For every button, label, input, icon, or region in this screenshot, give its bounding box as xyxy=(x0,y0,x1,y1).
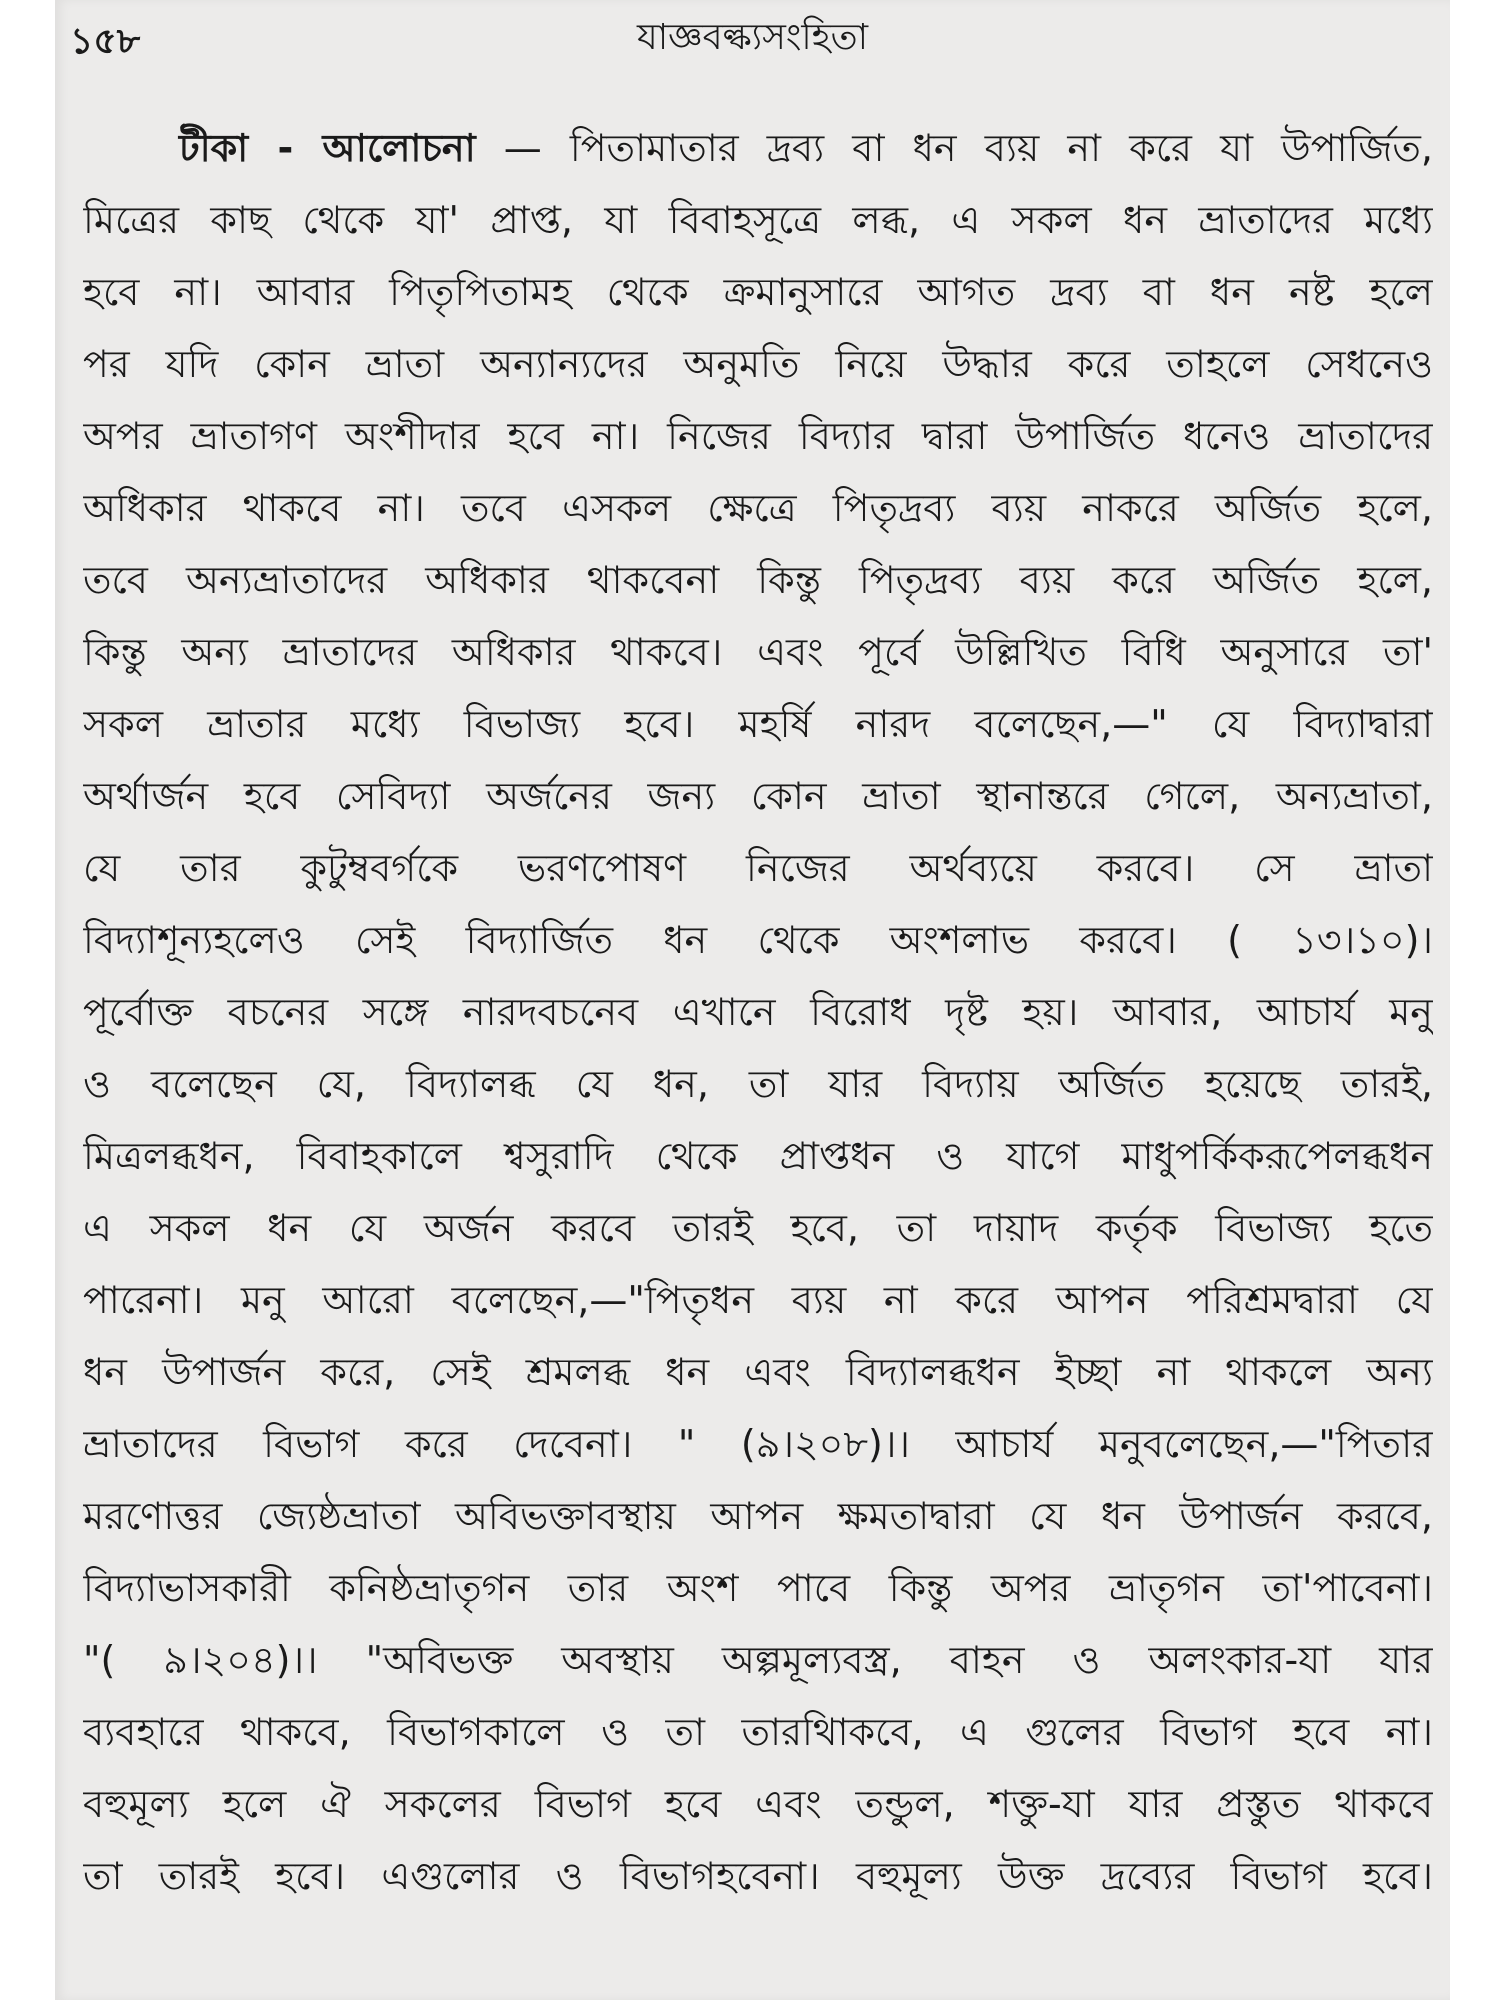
text-line: ব্যবহারে থাকবে, বিভাগকালে ও তা তারথিাকবে, এ গুলের বিভাগ হবে না। xyxy=(83,1710,1433,1754)
text-line: "( ৯।২০৪)।। "অবিভক্ত অবস্থায় অল্পমূল্যবস্ত্র, বাহন ও অলংকার-যা যার xyxy=(83,1638,1433,1682)
text-line: পূর্বোক্ত বচনের সঙ্গে নারদবচনেব এখানে বিরোধ দৃষ্ট হয়। আবার, আচার্য মনু xyxy=(83,990,1433,1034)
text-line: বিদ্যাশূন্যহলেও সেই বিদ্যার্জিত ধন থেকে অংশলাভ করবে। ( ১৩।১০)। xyxy=(83,918,1433,962)
text-line: বহুমূল্য হলে ঐ সকলের বিভাগ হবে এবং তন্ডুল, শক্তু-যা যার প্রস্তুত থাকবে xyxy=(83,1782,1433,1826)
page-number: ১৫৮ xyxy=(70,21,141,62)
running-title: যাজ্ঞবল্ক্যসংহিতা xyxy=(636,17,869,58)
text-line: ভ্রাতাদের বিভাগ করে দেবেনা। " (৯।২০৮)।। আচার্য মনুবলেছেন,—"পিতার xyxy=(83,1422,1433,1466)
book-page xyxy=(55,0,1450,2000)
text-line: অর্থার্জন হবে সেবিদ্যা অর্জনের জন্য কোন ভ্রাতা স্থানান্তরে গেলে, অন্যভ্রাতা, xyxy=(83,774,1433,818)
text-line: সকল ভ্রাতার মধ্যে বিভাজ্য হবে। মহর্ষি নারদ বলেছেন,—" যে বিদ্যাদ্বারা xyxy=(83,702,1433,746)
text-line: মরণোত্তর জ্যেষ্ঠভ্রাতা অবিভক্তাবস্থায় আপন ক্ষমতাদ্বারা যে ধন উপার্জন করবে, xyxy=(83,1494,1433,1538)
text-line-first-rest: — পিতামাতার দ্রব্য বা ধন ব্যয় না করে যা উপার্জিত, xyxy=(475,126,1433,170)
text-line: তবে অন্যভ্রাতাদের অধিকার থাকবেনা কিন্তু পিতৃদ্রব্য ব্যয় করে অর্জিত হলে, xyxy=(83,558,1433,602)
text-line: তা তারই হবে। এগুলোর ও বিভাগহবেনা। বহুমূল্য উক্ত দ্রব্যের বিভাগ হবে। xyxy=(83,1854,1433,1898)
commentary-heading: টীকা - আলোচনা xyxy=(179,126,476,170)
text-line-first xyxy=(83,112,1433,184)
text-line: এ সকল ধন যে অর্জন করবে তারই হবে, তা দায়াদ কর্তৃক বিভাজ্য হতে xyxy=(83,1206,1433,1250)
text-line: মিত্রলব্ধধন, বিবাহকালে শ্বসুরাদি থেকে প্রাপ্তধন ও যাগে মাধুপর্কিকরূপেলব্ধধন xyxy=(83,1134,1433,1178)
text-line: অধিকার থাকবে না। তবে এসকল ক্ষেত্রে পিতৃদ্রব্য ব্যয় নাকরে অর্জিত হলে, xyxy=(83,486,1433,530)
commentary-text xyxy=(83,112,1433,1912)
text-line: যে তার কুটুম্ববর্গকে ভরণপোষণ নিজের অর্থব্যয়ে করবে। সে ভ্রাতা xyxy=(83,846,1433,890)
text-line: মিত্রের কাছ থেকে যা' প্রাপ্ত, যা বিবাহসূত্রে লব্ধ, এ সকল ধন ভ্রাতাদের মধ্যে xyxy=(83,198,1433,242)
text-line: হবে না। আবার পিতৃপিতামহ থেকে ক্রমানুসারে আগত দ্রব্য বা ধন নষ্ট হলে xyxy=(83,270,1433,314)
text-line: ও বলেছেন যে, বিদ্যালব্ধ যে ধন, তা যার বিদ্যায় অর্জিত হয়েছে তারই, xyxy=(83,1062,1433,1106)
text-line: পর যদি কোন ভ্রাতা অন্যান্যদের অনুমতি নিয়ে উদ্ধার করে তাহলে সেধনেও xyxy=(83,342,1433,386)
text-line: অপর ভ্রাতাগণ অংশীদার হবে না। নিজের বিদ্যার দ্বারা উপার্জিত ধনেও ভ্রাতাদের xyxy=(83,414,1433,458)
text-line: বিদ্যাভাসকারী কনিষ্ঠভ্রাতৃগন তার অংশ পাবে কিন্তু অপর ভ্রাতৃগন তা'পাবেনা। xyxy=(83,1566,1433,1610)
text-line: কিন্তু অন্য ভ্রাতাদের অধিকার থাকবে। এবং পূর্বে উল্লিখিত বিধি অনুসারে তা' xyxy=(83,630,1433,674)
text-line: পারেনা। মনু আরো বলেছেন,—"পিতৃধন ব্যয় না করে আপন পরিশ্রমদ্বারা যে xyxy=(83,1278,1433,1322)
text-line: ধন উপার্জন করে, সেই শ্রমলব্ধ ধন এবং বিদ্যালব্ধধন ইচ্ছা না থাকলে অন্য xyxy=(83,1350,1433,1394)
page-header xyxy=(55,0,1450,70)
